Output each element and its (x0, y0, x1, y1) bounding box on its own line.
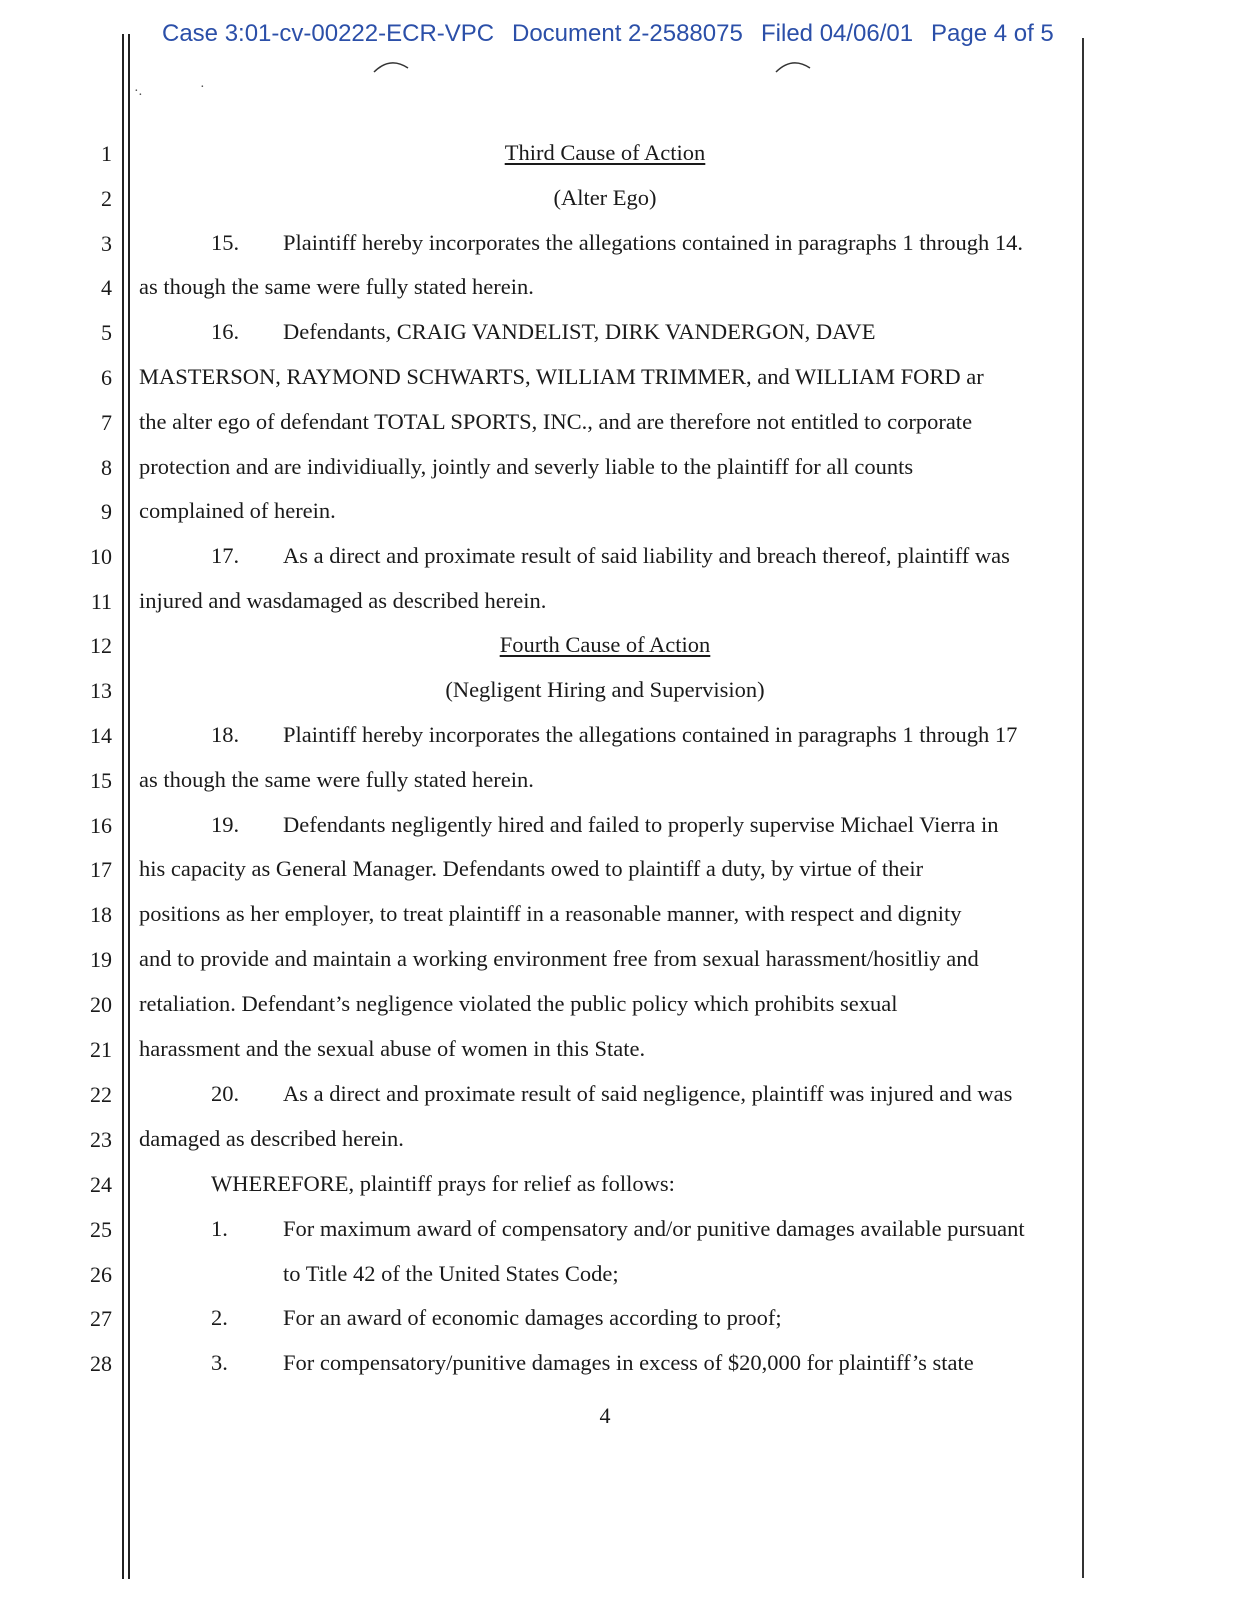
section-subheading: (Negligent Hiring and Supervision) (445, 677, 765, 702)
relief-item-text: For maximum award of compensatory and/or punitive damages available pursuant (283, 1216, 1025, 1241)
paragraph-text: retaliation. Defendant’s negligence violated the public policy which prohibits sexual (139, 991, 898, 1016)
paragraph-number: 18. (211, 722, 240, 747)
paragraph-text: as though the same were fully stated herein. (139, 767, 534, 792)
paragraph-text: complained of herein. (139, 498, 336, 523)
line-number: 1 (101, 141, 112, 166)
relief-item-number: 1. (211, 1216, 228, 1241)
section-subheading: (Alter Ego) (553, 185, 657, 210)
left-margin-rule (122, 34, 124, 1579)
prayer-intro: WHEREFORE, plaintiff prays for relief as follows: (211, 1171, 675, 1196)
paragraph-text: the alter ego of defendant TOTAL SPORTS, INC., and are therefore not entitled to corporate (139, 409, 973, 434)
paragraph-text: injured and wasdamaged as described herein. (139, 588, 547, 613)
header-document-id: Document 2-2588075 (512, 20, 743, 47)
paragraph-text: As a direct and proximate result of said liability and breach thereof, plaintiff was (283, 543, 1010, 568)
paragraph-number: 16. (211, 319, 240, 344)
line-number: 18 (90, 902, 112, 927)
relief-item-text: to Title 42 of the United States Code; (283, 1261, 619, 1286)
paragraph-text: harassment and the sexual abuse of women in this State. (139, 1036, 646, 1061)
fourth-cause-heading: Fourth Cause of Action (499, 632, 711, 657)
third-cause-heading: Third Cause of Action (504, 140, 706, 165)
line-number: 15 (90, 768, 112, 793)
paragraph-number: 20. (211, 1081, 240, 1106)
line-number: 25 (90, 1217, 112, 1242)
paragraph-text: Plaintiff hereby incorporates the allegations contained in paragraphs 1 through 14. (283, 230, 1023, 255)
line-number: 2 (101, 186, 112, 211)
paragraph-number: 19. (211, 812, 240, 837)
paragraph-text: Defendants negligently hired and failed to properly supervise Michael Vierra in (283, 812, 999, 837)
line-number: 6 (101, 365, 112, 390)
line-number: 27 (90, 1306, 112, 1331)
paragraph-text: his capacity as General Manager. Defendants owed to plaintiff a duty, by virtue of their (139, 856, 924, 881)
line-number: 24 (90, 1172, 112, 1197)
paragraph-text: Plaintiff hereby incorporates the allegations contained in paragraphs 1 through 17 (283, 722, 1018, 747)
left-margin-rule (128, 34, 130, 1579)
paragraph-number: 17. (211, 543, 240, 568)
section-heading (140, 632, 1070, 658)
line-number: 16 (90, 813, 112, 838)
header-case-number: Case 3:01-cv-00222-ECR-VPC (162, 20, 495, 47)
line-number: 23 (90, 1127, 112, 1152)
paragraph-text: As a direct and proximate result of said negligence, plaintiff was injured and was (283, 1081, 1013, 1106)
line-number: 14 (90, 723, 112, 748)
header-filed-date: Filed 04/06/01 (761, 20, 914, 47)
paragraph-text: as though the same were fully stated herein. (139, 274, 534, 299)
right-margin-rule (1082, 38, 1084, 1578)
relief-item-text: For compensatory/punitive damages in excess of $20,000 for plaintiff’s state (283, 1350, 974, 1375)
line-number: 17 (90, 857, 112, 882)
scan-arc-mark-left (372, 58, 412, 74)
line-number: 4 (101, 275, 112, 300)
line-number: 26 (90, 1262, 112, 1287)
line-number: 9 (101, 499, 112, 524)
scan-arc-mark-right (774, 58, 814, 74)
line-number: 3 (101, 231, 112, 256)
paragraph-text: damaged as described herein. (139, 1126, 404, 1151)
scan-speck: ·. (134, 84, 143, 99)
paragraph-text: MASTERSON, RAYMOND SCHWARTS, WILLIAM TRIMMER, and WILLIAM FORD ar (139, 364, 984, 389)
paragraph-text: protection and are individiually, jointly and severly liable to the plaintiff for all counts (139, 454, 914, 479)
line-number: 11 (90, 589, 112, 614)
line-number: 28 (90, 1351, 112, 1376)
line-number: 22 (90, 1082, 112, 1107)
paragraph-text: and to provide and maintain a working environment free from sexual harassment/hositliy and (139, 946, 979, 971)
header-page-count: Page 4 of 5 (931, 20, 1054, 47)
scan-speck: · (200, 80, 205, 95)
relief-item-text: For an award of economic damages according to proof; (283, 1305, 782, 1330)
line-number: 5 (101, 320, 112, 345)
paragraph-number: 15. (211, 230, 240, 255)
line-number: 7 (101, 410, 112, 435)
line-number: 8 (101, 455, 112, 480)
line-number: 20 (90, 992, 112, 1017)
paragraph-text: Defendants, CRAIG VANDELIST, DIRK VANDERGON, DAVE (283, 319, 876, 344)
line-number: 19 (90, 947, 112, 972)
line-number: 21 (90, 1037, 112, 1062)
line-number: 12 (90, 633, 112, 658)
relief-item-number: 2. (211, 1305, 228, 1330)
section-heading (140, 140, 1070, 166)
paragraph-text: positions as her employer, to treat plaintiff in a reasonable manner, with respect and dignity (139, 901, 962, 926)
relief-item-number: 3. (211, 1350, 228, 1375)
page-number: 4 (599, 1403, 611, 1428)
line-number: 13 (90, 678, 112, 703)
line-number: 10 (90, 544, 112, 569)
